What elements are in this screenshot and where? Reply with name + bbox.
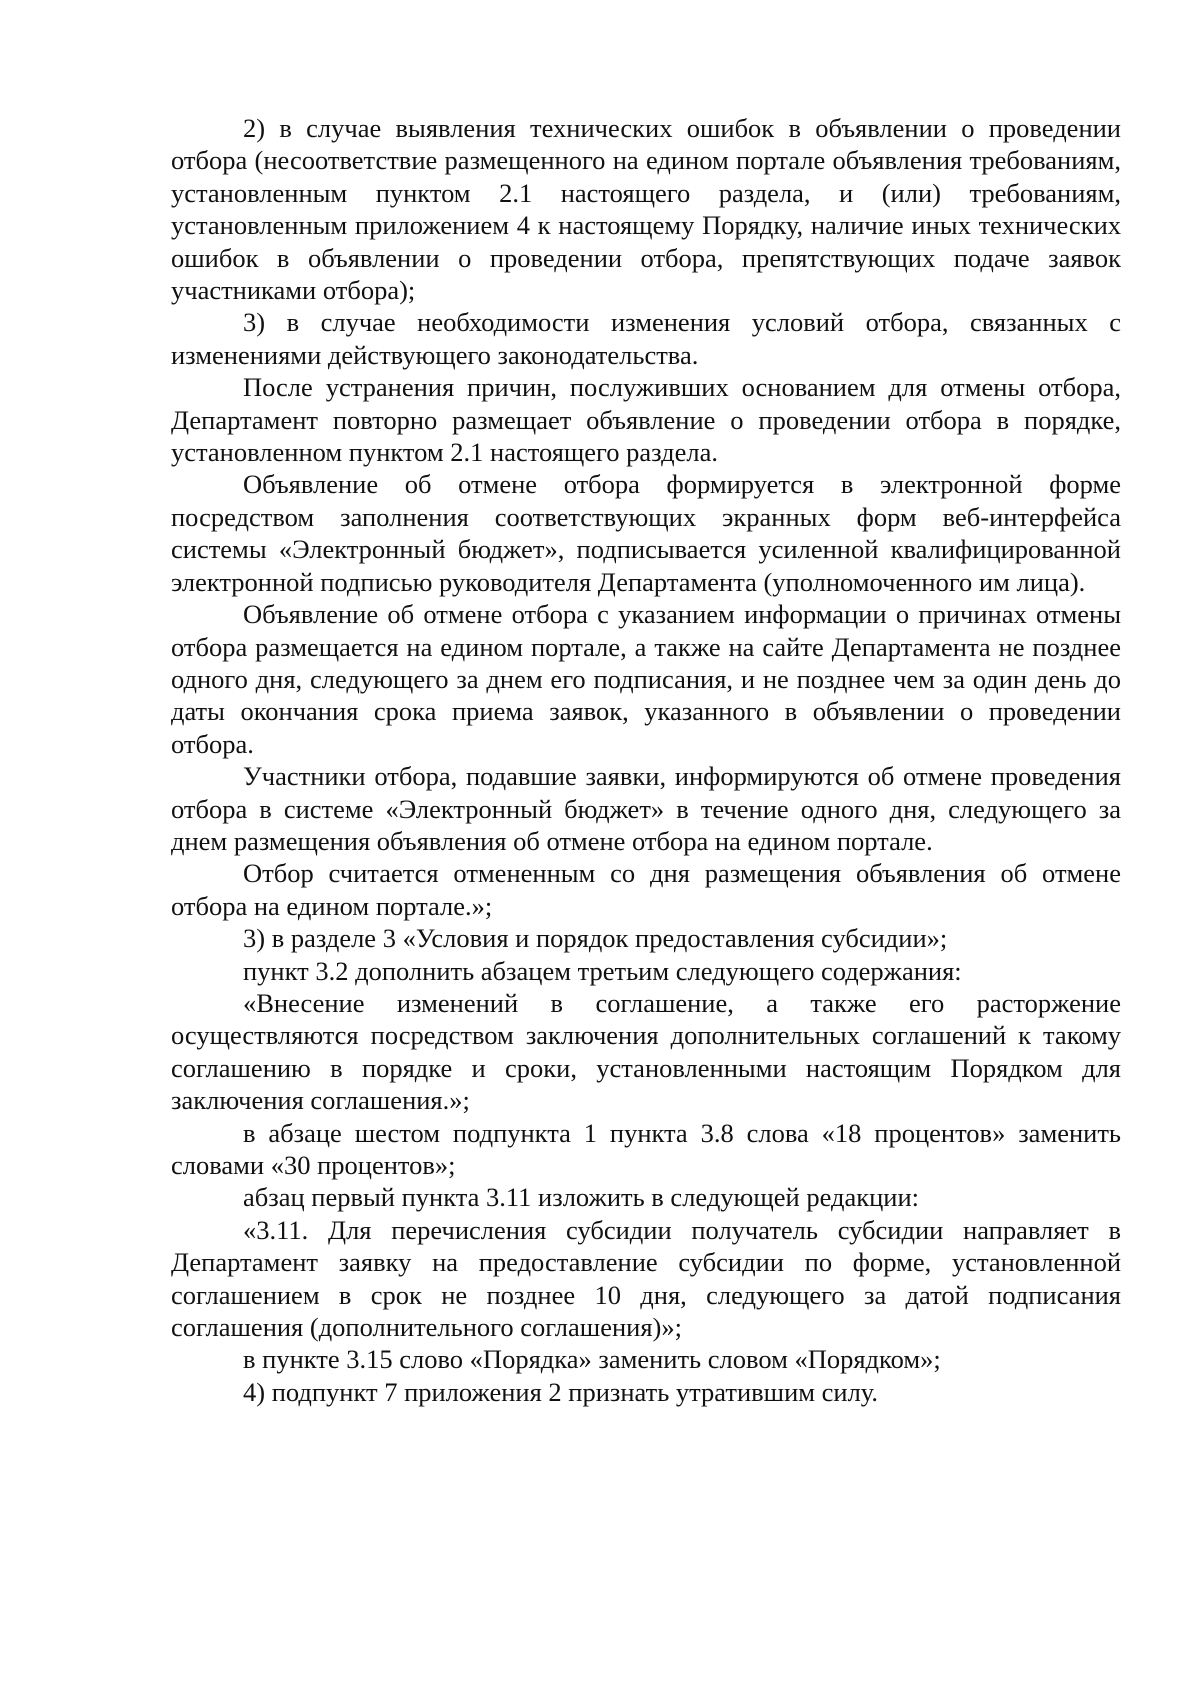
paragraph-clause-3-8: в абзаце шестом подпункта 1 пункта 3.8 слова «18 процентов» заменить словами «30 процентов»;	[171, 1117, 1121, 1180]
paragraph-clause-3-2: пункт 3.2 дополнить абзацем третьим следующего содержания:	[243, 955, 962, 986]
paragraph-clause-3-11-text: «3.11. Для перечисления субсидии получатель субсидии направляет в Департамент заявку на предоставление субсидии по форме, установленной соглашением в срок не позднее 10 дня, следующего за датой подписания соглашения (дополнительного соглашения)»;	[171, 1214, 1121, 1343]
paragraph-cancellation-form: Объявление об отмене отбора формируется в электронной форме посредством заполнения соответствующих экранных форм веб-интерфейса системы «Электронный бюджет», подписывается усиленной квалифицированной электронной подписью руководителя Департамента (уполномоченного им лица).	[171, 469, 1121, 597]
paragraph-cancellation-publication: Объявление об отмене отбора с указанием информации о причинах отмены отбора размещается на едином портале, а также на сайте Департамента не позднее одного дня, следующего за днем его подписания, и не позднее чем за один день до даты окончания срока приема заявок, указанного в объявлении о проведении отбора.	[171, 599, 1121, 759]
paragraph-repeat-announcement: После устранения причин, послуживших основанием для отмены отбора, Департамент повторно размещает объявление о проведении отбора в порядке, установленном пунктом 2.1 настоящего раздела.	[171, 372, 1121, 468]
paragraph-item-4-appendix: 4) подпункт 7 приложения 2 признать утратившим силу.	[243, 1376, 879, 1407]
paragraph-item-2-technical-errors: 2) в случае выявления технических ошибок в объявлении о проведении отбора (несоответствие размещенного на едином портале объявления требованиям, установленным пунктом 2.1 настоящего раздела, и (или) требованиям, установленным приложением 4 к настоящему Порядку, наличие иных технических ошибок в объявлении о проведении отбора, препятствующих подаче заявок участниками отбора);	[171, 113, 1121, 306]
paragraph-agreement-changes: «Внесение изменений в соглашение, а также его расторжение осуществляются посредством заключения дополнительных соглашений к такому соглашению в порядке и сроки, установленными настоящим Порядком для заключения соглашения.»;	[171, 987, 1121, 1116]
paragraph-clause-3-11-intro: абзац первый пункта 3.11 изложить в следующей редакции:	[243, 1182, 920, 1213]
document-body	[171, 112, 1121, 1408]
paragraph-item-3-legislation-changes: 3) в случае необходимости изменения условий отбора, связанных с изменениями действующего законодательства.	[171, 307, 1121, 370]
paragraph-clause-3-15: в пункте 3.15 слово «Порядка» заменить словом «Порядком»;	[243, 1344, 941, 1375]
paragraph-selection-cancelled: Отбор считается отмененным со дня размещения объявления об отмене отбора на едином портале.»;	[171, 858, 1121, 921]
paragraph-section-3: 3) в разделе 3 «Условия и порядок предоставления субсидии»;	[243, 923, 948, 954]
paragraph-participants-informed: Участники отбора, подавшие заявки, информируются об отмене проведения отбора в системе «Электронный бюджет» в течение одного дня, следующего за днем размещения объявления об отмене отбора на едином портале.	[171, 761, 1121, 856]
